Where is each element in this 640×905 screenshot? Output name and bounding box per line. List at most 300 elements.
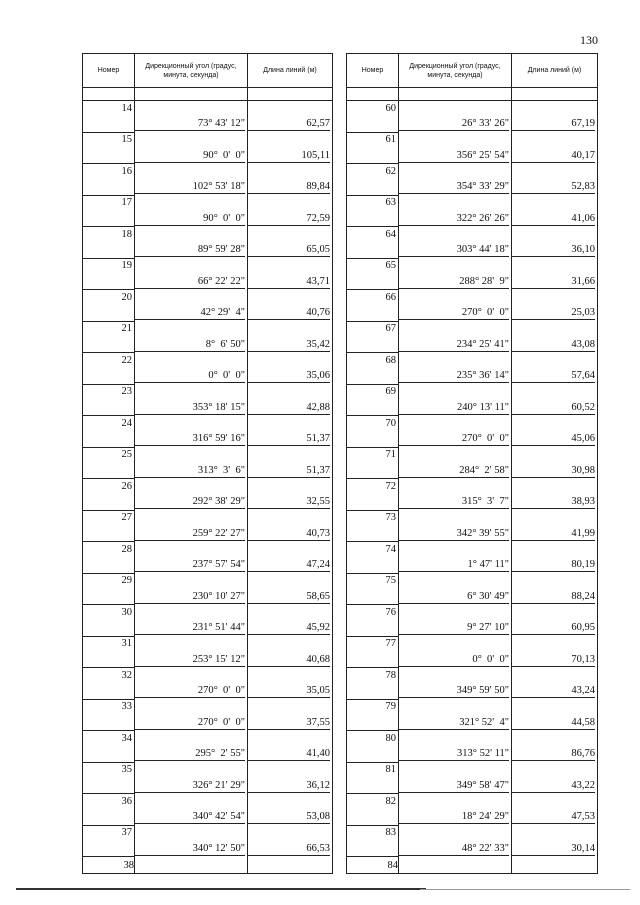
bearing-angle: 316° 59' 16" [135,433,245,446]
point-number: 34 [121,732,132,744]
point-number-cell [83,479,135,511]
bearing-angle-cell [399,132,512,164]
table-row [347,542,598,574]
bearing-angle-cell [135,258,248,290]
bearing-angle-cell [135,384,248,416]
bearing-angle-cell [135,164,248,196]
line-length-cell [248,353,333,385]
line-length-cell [512,510,598,542]
bearing-angle-cell [135,636,248,668]
point-number: 26 [121,480,132,492]
column-header-number: Номер [83,54,135,88]
point-number: 29 [121,575,132,586]
table-row [347,636,598,668]
line-length-cell [248,479,333,511]
line-length-cell [512,290,598,322]
point-number-cell [347,321,399,353]
bearing-angle-cell [135,573,248,605]
bearing-angle-cell [135,447,248,479]
point-number-cell [83,447,135,479]
point-number-cell [347,101,399,133]
line-length: 70,13 [512,654,595,667]
bearing-angle-cell [399,794,512,826]
line-length: 30,98 [512,465,595,478]
bearing-angle-cell [399,762,512,794]
point-number: 19 [121,260,132,271]
bearing-angle: 313° 3' 6" [135,465,245,478]
line-length-cell [248,510,333,542]
line-length-cell [248,573,333,605]
column-header-angle: Дирекционный угол (градус, минута, секунда) [399,54,512,88]
bearing-angle-cell [399,290,512,322]
point-number: 83 [385,827,396,838]
point-number-cell [347,605,399,637]
line-length: 32,55 [248,496,330,509]
line-length-cell [248,290,333,322]
line-length: 80,19 [512,559,595,572]
bearing-angle: 9° 27' 10" [399,622,509,635]
bearing-angle-cell [135,132,248,164]
point-number-cell [347,731,399,763]
point-number: 72 [385,480,396,492]
point-number-cell [83,416,135,448]
empty-cell [248,857,333,874]
point-number: 31 [121,638,132,649]
line-length-cell [512,731,598,763]
bearing-angle: 342° 39' 55" [399,528,509,541]
line-length-cell [512,132,598,164]
point-number-cell [347,447,399,479]
point-number: 75 [385,575,396,586]
point-number-cell [83,227,135,259]
point-number-cell [347,132,399,164]
empty-cell [399,857,512,874]
line-length: 43,24 [512,685,595,698]
table-row [347,321,598,353]
bearing-angle-cell [135,699,248,731]
table-row [83,542,333,574]
line-length: 41,06 [512,213,595,226]
table-header-row [83,54,333,88]
point-number: 71 [385,449,396,460]
bearing-angle: 322° 26' 26" [399,213,509,226]
line-length: 35,05 [248,685,330,698]
footer-rule [16,888,426,890]
bearing-angle-cell [135,605,248,637]
line-length-cell [248,227,333,259]
line-length-cell [248,101,333,133]
point-number-cell [83,510,135,542]
line-length: 57,64 [512,370,595,383]
line-length: 41,99 [512,528,595,541]
line-length-cell [248,636,333,668]
line-length: 60,52 [512,402,595,415]
point-number-cell [347,384,399,416]
table-row-last-point [347,857,598,874]
point-number: 79 [385,701,396,712]
point-number: 20 [121,291,132,303]
table-row [83,353,333,385]
bearing-angle-cell [399,479,512,511]
empty-cell [512,857,598,874]
point-number: 82 [385,795,396,807]
line-length-cell [248,542,333,574]
bearing-angle: 42° 29' 4" [135,307,245,320]
table-row [347,731,598,763]
bearing-angle-cell [399,510,512,542]
table-row [83,762,333,794]
bearing-angle: 73° 43' 12" [135,118,245,131]
line-length-cell [248,164,333,196]
column-header-number: Номер [347,54,399,88]
line-length: 58,65 [248,591,330,604]
point-number: 78 [385,669,396,681]
line-length: 40,73 [248,528,330,541]
spacer-cell [135,88,248,101]
table-row [83,605,333,637]
bearing-angle-cell [135,227,248,259]
line-length: 72,59 [248,213,330,226]
line-length: 47,24 [248,559,330,572]
bearing-angle: 230° 10' 27" [135,591,245,604]
bearing-angle-cell [399,699,512,731]
bearing-angle-cell [135,195,248,227]
line-length: 38,93 [512,496,595,509]
point-number: 16 [121,165,132,177]
line-length: 47,53 [512,811,595,824]
table-row [83,636,333,668]
line-length-cell [512,164,598,196]
line-length: 51,37 [248,465,330,478]
line-length-cell [512,321,598,353]
line-length-cell [512,384,598,416]
point-number: 70 [385,417,396,429]
bearing-angle-cell [135,479,248,511]
point-number-cell [347,825,399,857]
bearing-angle: 89° 59' 28" [135,244,245,257]
point-number-cell [83,101,135,133]
table-row [83,195,333,227]
bearing-angle: 48° 22' 33" [399,843,509,856]
bearing-angle-cell [135,510,248,542]
point-number: 81 [385,764,396,775]
point-number: 32 [121,669,132,681]
bearing-angle: 349° 58' 47" [399,780,509,793]
point-number-cell [347,479,399,511]
point-number-cell [83,794,135,826]
line-length: 51,37 [248,433,330,446]
table-row [347,227,598,259]
point-number-cell [347,510,399,542]
bearing-angle-cell [399,573,512,605]
table-row [347,605,598,637]
line-length-cell [248,384,333,416]
point-number-cell [347,195,399,227]
bearing-angle: 340° 12' 50" [135,843,245,856]
table-spacer-row [347,88,598,101]
point-number-cell [83,321,135,353]
line-length-cell [248,762,333,794]
table-row [347,762,598,794]
bearing-angle: 90° 0' 0" [135,213,245,226]
point-number-cell [83,731,135,763]
table-row-last-point [83,857,333,874]
table-row [83,825,333,857]
empty-cell [135,857,248,874]
column-header-angle: Дирекционный угол (градус, минута, секунда) [135,54,248,88]
point-number: 28 [121,543,132,555]
table-row [83,479,333,511]
bearing-angle-cell [135,101,248,133]
table-row [83,321,333,353]
point-number: 30 [121,606,132,618]
line-length-cell [248,731,333,763]
table-row [347,794,598,826]
bearing-angle-cell [399,227,512,259]
line-length: 62,57 [248,118,330,131]
table-row [347,573,598,605]
bearing-angle: 356° 25' 54" [399,150,509,163]
bearing-angle: 26° 33' 26" [399,118,509,131]
point-number: 65 [385,260,396,271]
line-length-cell [248,258,333,290]
point-number: 62 [385,165,396,177]
bearing-angle: 235° 36' 14" [399,370,509,383]
bearing-angle: 234° 25' 41" [399,339,509,352]
point-number-cell [83,542,135,574]
line-length: 35,06 [248,370,330,383]
table-header-row [347,54,598,88]
line-length-cell [512,636,598,668]
bearing-angle: 0° 0' 0" [135,370,245,383]
bearing-angle: 8° 6' 50" [135,339,245,352]
point-number-cell [347,668,399,700]
bearing-angle: 270° 0' 0" [399,307,509,320]
point-number: 84 [347,857,399,874]
line-length-cell [248,699,333,731]
point-number: 69 [385,386,396,397]
bearing-angle-cell [135,825,248,857]
table-row [83,164,333,196]
bearing-angle-cell [135,731,248,763]
line-length-cell [512,699,598,731]
line-length: 45,92 [248,622,330,635]
point-number-cell [347,542,399,574]
line-length: 25,03 [512,307,595,320]
line-length-cell [248,447,333,479]
bearing-angle: 354° 33' 29" [399,181,509,194]
point-number-cell [83,290,135,322]
line-length-cell [248,794,333,826]
line-length-cell [512,573,598,605]
line-length: 31,66 [512,276,595,289]
bearing-angle: 315° 3' 7" [399,496,509,509]
bearing-angle-cell [399,353,512,385]
line-length: 35,42 [248,339,330,352]
line-length: 52,83 [512,181,595,194]
table-row [347,132,598,164]
bearing-angle: 270° 0' 0" [135,717,245,730]
point-number-cell [83,195,135,227]
line-length-cell [512,825,598,857]
line-length: 86,76 [512,748,595,761]
point-number: 24 [121,417,132,429]
line-length-cell [512,762,598,794]
bearing-angle-cell [135,794,248,826]
point-number-cell [347,164,399,196]
point-number: 25 [121,449,132,460]
line-length: 40,17 [512,150,595,163]
table-row [347,825,598,857]
line-length-cell [512,258,598,290]
line-length-cell [248,605,333,637]
bearing-angle-cell [399,101,512,133]
point-number-cell [347,227,399,259]
bearing-angle: 295° 2' 55" [135,748,245,761]
point-number: 67 [385,323,396,334]
bearing-angle-cell [399,258,512,290]
table-row [83,258,333,290]
point-number-cell [347,416,399,448]
point-number: 66 [385,291,396,303]
point-number-cell [83,668,135,700]
line-length: 36,10 [512,244,595,257]
line-length-cell [512,227,598,259]
spacer-cell [347,88,399,101]
line-length-cell [512,668,598,700]
point-number-cell [83,132,135,164]
bearing-angle: 253° 15' 12" [135,654,245,667]
bearing-angle: 326° 21' 29" [135,780,245,793]
bearing-angle: 292° 38' 29" [135,496,245,509]
point-number: 33 [121,701,132,712]
line-length: 37,55 [248,717,330,730]
point-number-cell [347,762,399,794]
point-number-cell [347,636,399,668]
table-row [83,510,333,542]
point-number-cell [347,258,399,290]
table-row [83,794,333,826]
table-row [83,416,333,448]
bearing-angle: 321° 52' 4" [399,717,509,730]
line-length: 43,22 [512,780,595,793]
point-number: 73 [385,512,396,523]
bearing-angle-cell [399,195,512,227]
point-number-cell [83,258,135,290]
line-length: 30,14 [512,843,595,856]
line-length: 65,05 [248,244,330,257]
point-number: 27 [121,512,132,523]
table-row [83,731,333,763]
line-length-cell [512,794,598,826]
table-row [347,353,598,385]
table-row [83,699,333,731]
point-number-cell [83,636,135,668]
line-length-cell [512,605,598,637]
point-number: 38 [83,857,135,874]
bearing-angle: 284° 2' 58" [399,465,509,478]
table-row [347,384,598,416]
point-number: 18 [121,228,132,240]
line-length-cell [512,416,598,448]
table-row [83,668,333,700]
table-row [83,132,333,164]
line-length: 41,40 [248,748,330,761]
bearing-angle-cell [399,542,512,574]
bearing-angle-cell [399,416,512,448]
bearing-angle-cell [135,416,248,448]
bearing-angle-cell [135,762,248,794]
table-row [347,668,598,700]
table-row [83,227,333,259]
table-row [83,290,333,322]
bearing-angle-cell [399,825,512,857]
line-length-cell [512,542,598,574]
table-row [83,447,333,479]
point-number-cell [83,573,135,605]
point-number: 80 [385,732,396,744]
bearing-angle-cell [135,353,248,385]
bearing-angle-cell [399,605,512,637]
bearing-angle: 270° 0' 0" [399,433,509,446]
line-length: 105,11 [248,150,330,163]
line-length: 40,68 [248,654,330,667]
line-length-cell [248,825,333,857]
point-number: 22 [121,354,132,366]
spacer-cell [248,88,333,101]
point-number: 77 [385,638,396,649]
bearing-angle-cell [135,668,248,700]
line-length: 43,71 [248,276,330,289]
line-length: 53,08 [248,811,330,824]
bearing-angle: 0° 0' 0" [399,654,509,667]
table-row [347,447,598,479]
point-number-cell [83,353,135,385]
line-length-cell [512,195,598,227]
spacer-cell [512,88,598,101]
page-number: 130 [580,33,598,47]
bearing-table-left [82,53,333,874]
bearing-angle: 313° 52' 11" [399,748,509,761]
line-length: 89,84 [248,181,330,194]
bearing-angle: 288° 28' 9" [399,276,509,289]
point-number-cell [83,699,135,731]
table-row [347,101,598,133]
point-number: 14 [121,102,132,114]
bearing-angle: 66° 22' 22" [135,276,245,289]
line-length: 60,95 [512,622,595,635]
table-row [347,195,598,227]
point-number: 37 [121,827,132,838]
table-row [347,416,598,448]
bearing-angle: 303° 44' 18" [399,244,509,257]
point-number: 74 [385,543,396,555]
column-header-length: Длина линий (м) [512,54,598,88]
line-length-cell [512,353,598,385]
bearing-angle: 237° 57' 54" [135,559,245,572]
line-length-cell [248,321,333,353]
point-number-cell [347,699,399,731]
table-row [83,101,333,133]
bearing-angle: 340° 42' 54" [135,811,245,824]
footer-rule-faint [420,889,630,890]
table-row [347,164,598,196]
line-length: 44,58 [512,717,595,730]
line-length-cell [248,195,333,227]
point-number: 60 [385,102,396,114]
bearing-angle-cell [135,542,248,574]
point-number-cell [347,573,399,605]
